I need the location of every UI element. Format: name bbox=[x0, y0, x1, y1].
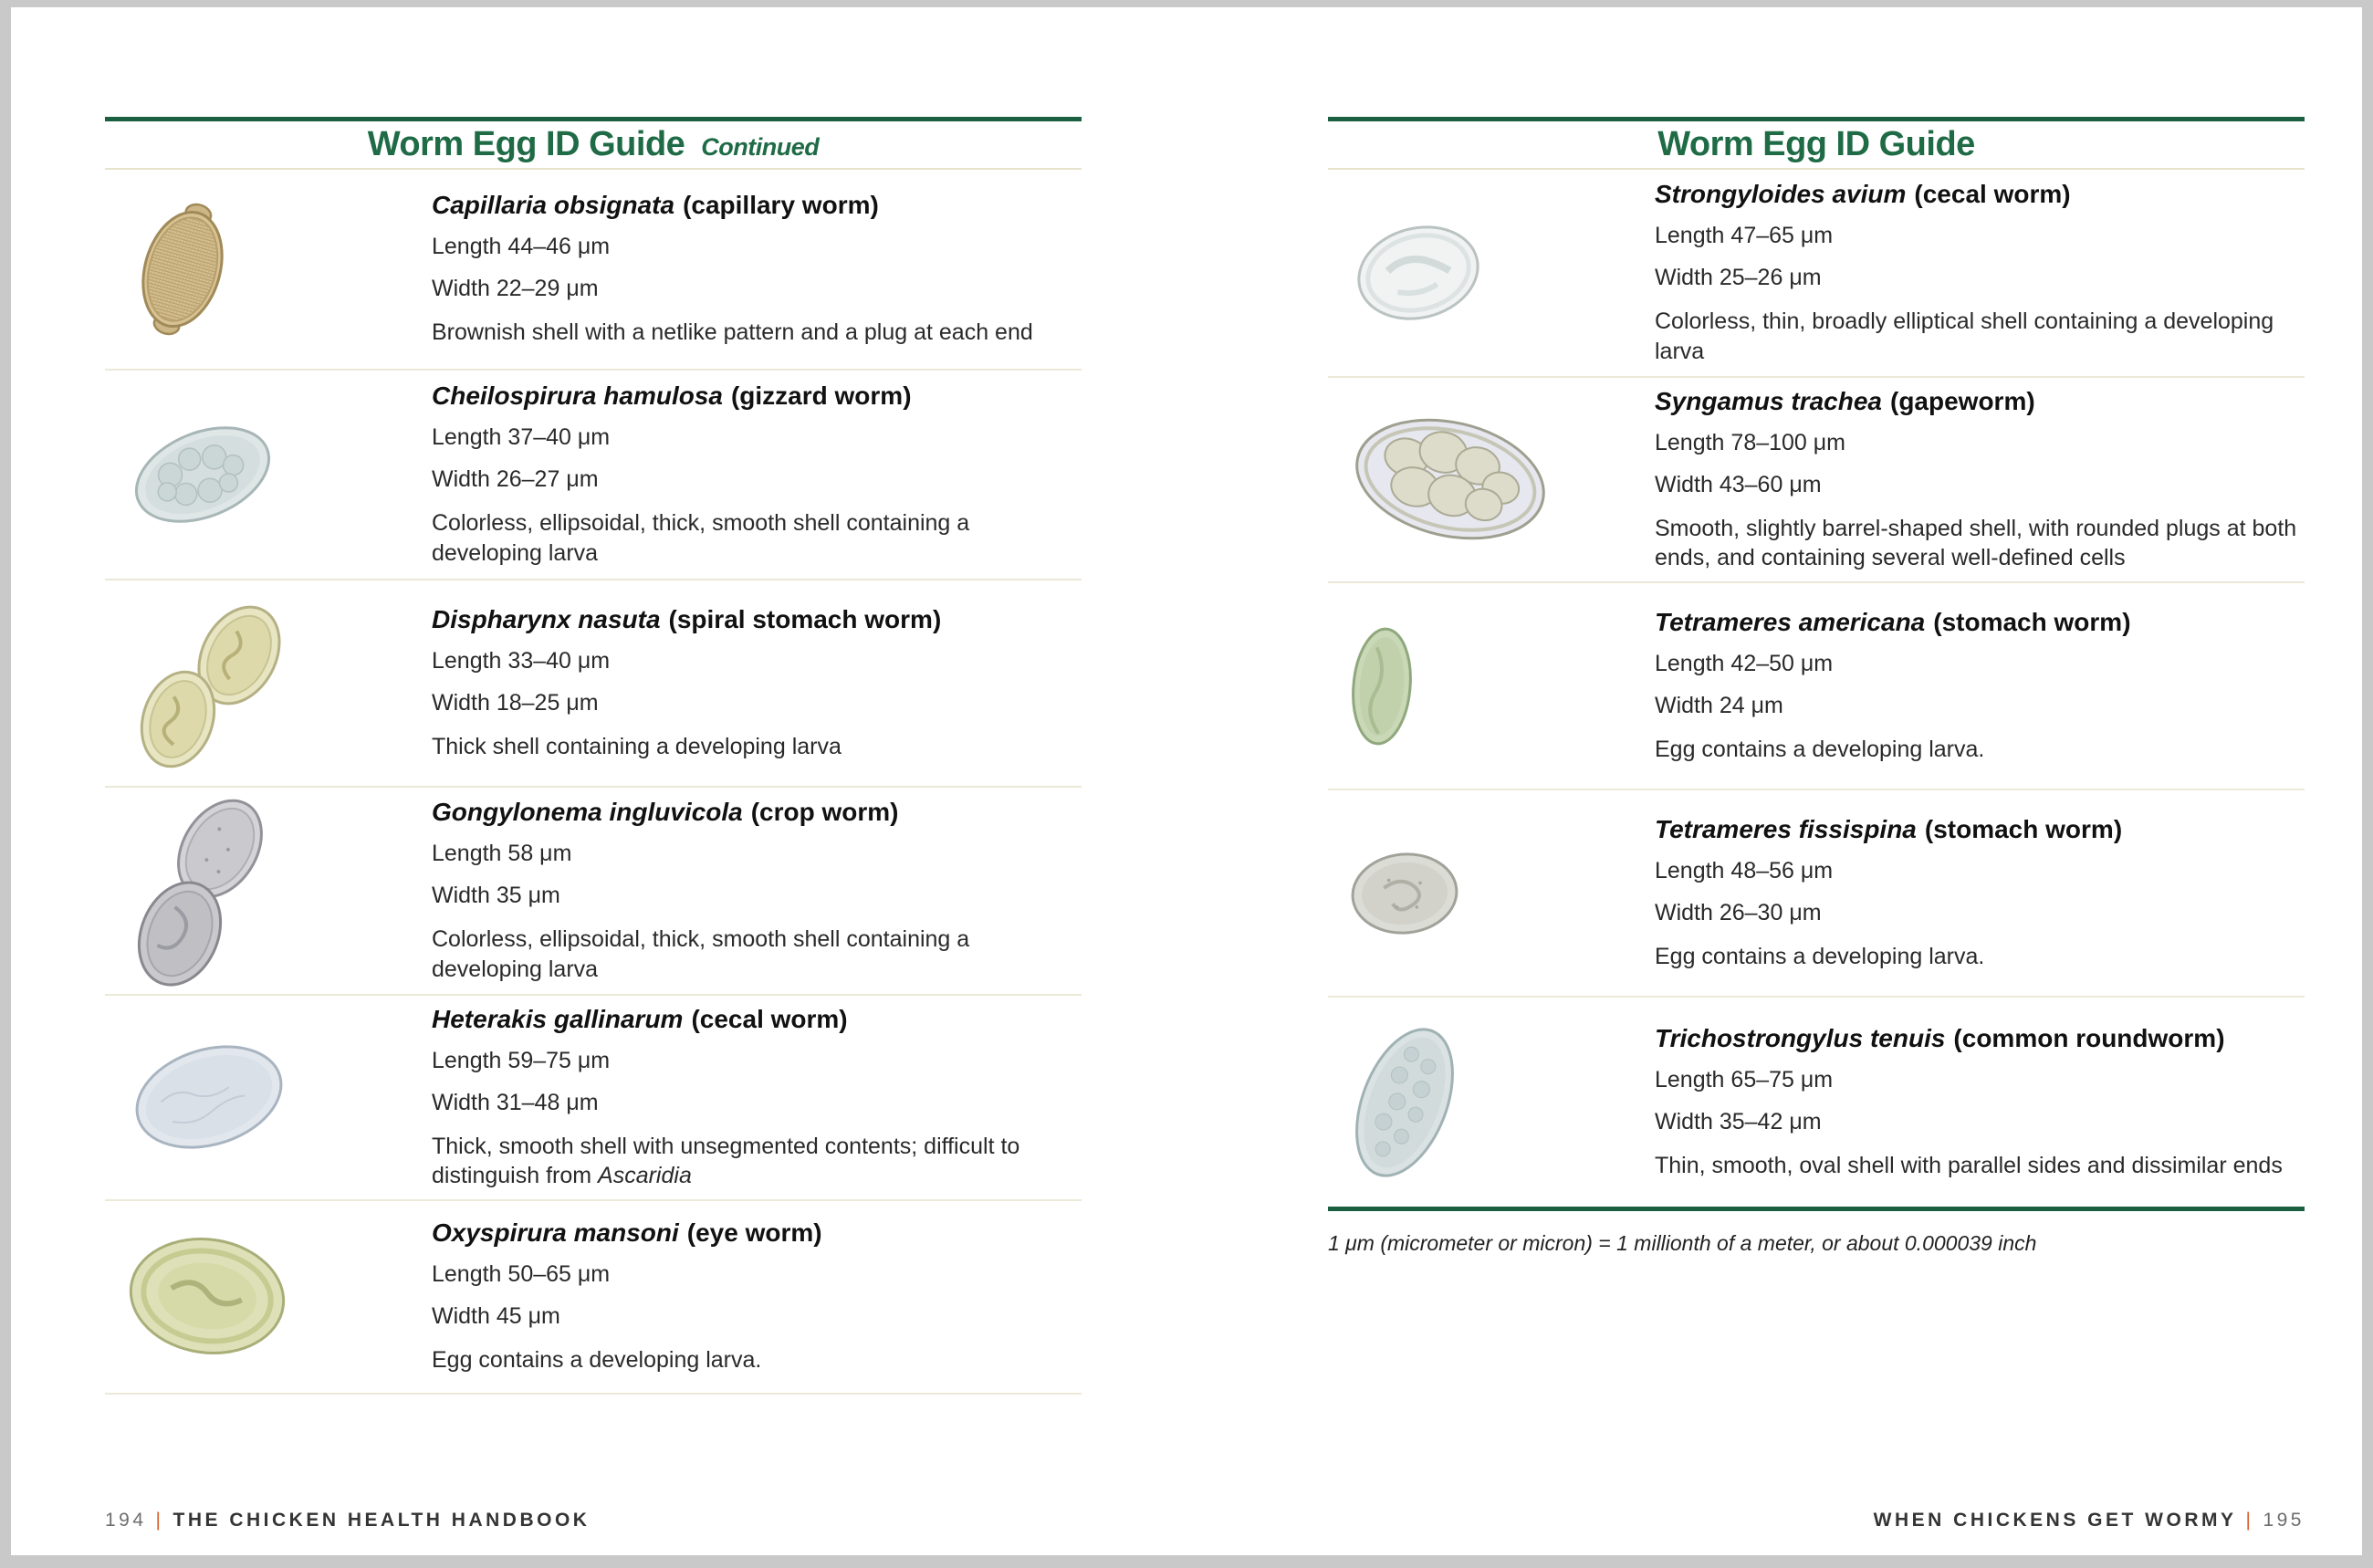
page-number: 195 bbox=[2263, 1510, 2305, 1531]
dispharynx-eggs-illustration bbox=[114, 590, 308, 777]
species-name: Trichostrongylus tenuis bbox=[1655, 1023, 1946, 1052]
egg-description bbox=[432, 1132, 1076, 1191]
left-page-guide-table bbox=[105, 117, 1082, 1395]
egg-length: Length 37–40 μm bbox=[432, 424, 611, 450]
egg-length: Length 47–65 μm bbox=[1655, 223, 1834, 248]
description-italic: Ascaridia bbox=[598, 1163, 692, 1188]
egg-length: Length 42–50 μm bbox=[1655, 650, 1834, 676]
entry-info bbox=[432, 1005, 1082, 1191]
common-name: (spiral stomach worm) bbox=[668, 604, 942, 633]
syngamus-egg-illustration bbox=[1337, 400, 1563, 559]
tetrameres-fissispina-egg-illustration bbox=[1337, 839, 1472, 948]
guide-title bbox=[1657, 125, 1975, 164]
entry-cheilospirura-hamulosa bbox=[105, 371, 1082, 580]
guide-title bbox=[368, 125, 820, 164]
egg-width: Width 31–48 μm bbox=[432, 1089, 599, 1115]
description-text: Brownish shell with a netlike pattern and a plug at each end bbox=[432, 319, 1033, 346]
left-page-footer bbox=[105, 1510, 590, 1531]
species-name: Tetrameres americana bbox=[1655, 607, 1926, 636]
right-page-guide-table bbox=[1328, 117, 2305, 1256]
common-name: (gapeworm) bbox=[1890, 386, 2035, 415]
description-text: Thick, smooth shell with unsegmented contents; difficult to distinguish from bbox=[432, 1133, 1020, 1188]
egg-length: Length 48–56 μm bbox=[1655, 857, 1834, 883]
egg-width: Width 25–26 μm bbox=[1655, 265, 1822, 290]
egg-length: Length 78–100 μm bbox=[1655, 429, 1846, 455]
egg-length: Length 58 μm bbox=[432, 841, 572, 866]
species-heading bbox=[1655, 815, 2299, 844]
species-heading bbox=[432, 191, 1076, 220]
book-title: THE CHICKEN HEALTH HANDBOOK bbox=[172, 1510, 591, 1531]
entry-oxyspirura-mansoni bbox=[105, 1201, 1082, 1395]
species-heading bbox=[1655, 180, 2299, 209]
entry-tetrameres-americana bbox=[1328, 583, 2305, 790]
egg-cell bbox=[1328, 400, 1655, 559]
egg-description bbox=[1655, 1151, 2299, 1181]
egg-cell bbox=[105, 1031, 432, 1164]
common-name: (stomach worm) bbox=[1924, 814, 2123, 843]
egg-description bbox=[432, 318, 1076, 348]
description-text: Colorless, ellipsoidal, thick, smooth shell containing a developing larva bbox=[432, 510, 970, 566]
description-text: Smooth, slightly barrel-shaped shell, with rounded plugs at both ends, and containing several well-defined cells bbox=[1655, 515, 2297, 570]
trichostrongylus-egg-illustration bbox=[1337, 1008, 1472, 1197]
species-heading bbox=[432, 798, 1076, 827]
common-name: (stomach worm) bbox=[1933, 607, 2131, 636]
description-text: Egg contains a developing larva. bbox=[1655, 736, 1985, 762]
egg-cell bbox=[1328, 610, 1655, 763]
entry-heterakis-gallinarum bbox=[105, 996, 1082, 1201]
egg-width: Width 22–29 μm bbox=[432, 276, 599, 302]
entry-tetrameres-fissispina bbox=[1328, 790, 2305, 998]
egg-description bbox=[432, 925, 1076, 984]
species-name: Cheilospirura hamulosa bbox=[432, 382, 723, 410]
species-heading bbox=[1655, 608, 2299, 637]
egg-width: Width 24 μm bbox=[1655, 692, 1783, 718]
common-name: (common roundworm) bbox=[1953, 1023, 2225, 1052]
egg-description bbox=[1655, 735, 2299, 765]
species-name: Syngamus trachea bbox=[1655, 386, 1882, 415]
entry-info bbox=[1655, 1024, 2305, 1181]
capillaria-egg-illustration bbox=[114, 188, 251, 350]
egg-cell bbox=[1328, 839, 1655, 948]
species-name: Gongylonema ingluvicola bbox=[432, 798, 743, 826]
species-heading bbox=[432, 1005, 1076, 1034]
guide-title-continued: Continued bbox=[701, 133, 820, 161]
common-name: (eye worm) bbox=[686, 1218, 822, 1248]
footer-separator: | bbox=[2245, 1510, 2254, 1531]
common-name: (cecal worm) bbox=[691, 1004, 848, 1033]
entry-info bbox=[1655, 608, 2305, 765]
description-text: Thick shell containing a developing larva bbox=[432, 733, 842, 759]
egg-width: Width 43–60 μm bbox=[1655, 471, 1822, 497]
entry-info bbox=[1655, 815, 2305, 972]
right-page-footer bbox=[1874, 1510, 2305, 1531]
egg-description bbox=[432, 1345, 1076, 1375]
egg-description bbox=[432, 508, 1076, 568]
heterakis-egg-illustration bbox=[114, 1031, 304, 1164]
common-name: (crop worm) bbox=[750, 798, 899, 826]
egg-description bbox=[1655, 942, 2299, 972]
egg-cell bbox=[105, 188, 432, 350]
egg-description bbox=[432, 732, 1076, 762]
entry-strongyloides-avium bbox=[1328, 170, 2305, 378]
entry-dispharynx-nasuta bbox=[105, 580, 1082, 788]
species-heading bbox=[1655, 1024, 2299, 1053]
common-name: (cecal worm) bbox=[1914, 180, 2071, 208]
guide-title-text: Worm Egg ID Guide bbox=[1657, 125, 1975, 163]
egg-length: Length 59–75 μm bbox=[432, 1047, 611, 1073]
entry-info bbox=[432, 605, 1082, 762]
description-text: Colorless, ellipsoidal, thick, smooth shell containing a developing larva bbox=[432, 926, 970, 982]
species-name: Capillaria obsignata bbox=[432, 191, 675, 220]
micrometer-footnote: 1 μm (micrometer or micron) = 1 millionth of a meter, or about 0.000039 inch bbox=[1328, 1231, 2037, 1255]
egg-cell bbox=[105, 788, 432, 996]
egg-width: Width 26–30 μm bbox=[1655, 899, 1822, 925]
entry-trichostrongylus-tenuis bbox=[1328, 998, 2305, 1211]
tetrameres-americana-egg-illustration bbox=[1337, 610, 1427, 763]
species-name: Tetrameres fissispina bbox=[1655, 814, 1917, 843]
guide-title-text: Worm Egg ID Guide bbox=[367, 125, 685, 163]
description-text: Egg contains a developing larva. bbox=[1655, 943, 1985, 969]
entry-info bbox=[1655, 387, 2305, 573]
egg-length: Length 50–65 μm bbox=[432, 1261, 611, 1288]
entry-info bbox=[1655, 180, 2305, 366]
entry-syngamus-trachea bbox=[1328, 378, 2305, 583]
description-text: Thin, smooth, oval shell with parallel sides and dissimilar ends bbox=[1655, 1152, 2283, 1178]
species-name: Strongyloides avium bbox=[1655, 180, 1907, 208]
egg-length: Length 44–46 μm bbox=[432, 234, 611, 260]
gongylonema-eggs-illustration bbox=[114, 788, 287, 996]
footer-separator: | bbox=[155, 1510, 164, 1531]
egg-cell bbox=[105, 411, 432, 538]
species-heading bbox=[1655, 387, 2299, 416]
species-heading bbox=[432, 1218, 1076, 1248]
strongyloides-egg-illustration bbox=[1337, 204, 1500, 341]
cheilospirura-egg-illustration bbox=[114, 411, 292, 538]
chapter-title: WHEN CHICKENS GET WORMY bbox=[1873, 1510, 2237, 1531]
description-text: Colorless, thin, broadly elliptical shell containing a developing larva bbox=[1655, 308, 2274, 364]
egg-width: Width 26–27 μm bbox=[432, 466, 599, 492]
species-name: Dispharynx nasuta bbox=[432, 604, 661, 633]
species-heading bbox=[432, 605, 1076, 634]
entry-info bbox=[432, 798, 1082, 984]
egg-width: Width 18–25 μm bbox=[432, 689, 599, 716]
species-name: Heterakis gallinarum bbox=[432, 1004, 684, 1033]
oxyspirura-egg-illustration bbox=[114, 1225, 304, 1369]
egg-cell bbox=[105, 1225, 432, 1369]
species-heading bbox=[432, 382, 1076, 411]
species-name: Oxyspirura mansoni bbox=[432, 1218, 679, 1248]
egg-width: Width 35–42 μm bbox=[1655, 1108, 1822, 1134]
guide-header-right bbox=[1328, 117, 2305, 170]
egg-cell bbox=[105, 590, 432, 777]
entry-info bbox=[432, 382, 1082, 568]
page-number: 194 bbox=[105, 1510, 147, 1531]
egg-description bbox=[1655, 307, 2299, 366]
egg-width: Width 45 μm bbox=[432, 1303, 560, 1330]
guide-header-left bbox=[105, 117, 1082, 170]
egg-description bbox=[1655, 514, 2299, 573]
entry-info bbox=[432, 191, 1082, 348]
common-name: (gizzard worm) bbox=[730, 382, 912, 410]
egg-length: Length 65–75 μm bbox=[1655, 1066, 1834, 1092]
egg-cell bbox=[1328, 204, 1655, 341]
entry-gongylonema-ingluvicola bbox=[105, 788, 1082, 996]
book-spread bbox=[11, 7, 2362, 1555]
description-text: Egg contains a developing larva. bbox=[432, 1347, 762, 1374]
egg-length: Length 33–40 μm bbox=[432, 647, 611, 674]
common-name: (capillary worm) bbox=[683, 191, 879, 220]
entry-capillaria-obsignata bbox=[105, 170, 1082, 371]
entry-info bbox=[432, 1218, 1082, 1375]
egg-cell bbox=[1328, 1008, 1655, 1197]
egg-width: Width 35 μm bbox=[432, 883, 560, 908]
